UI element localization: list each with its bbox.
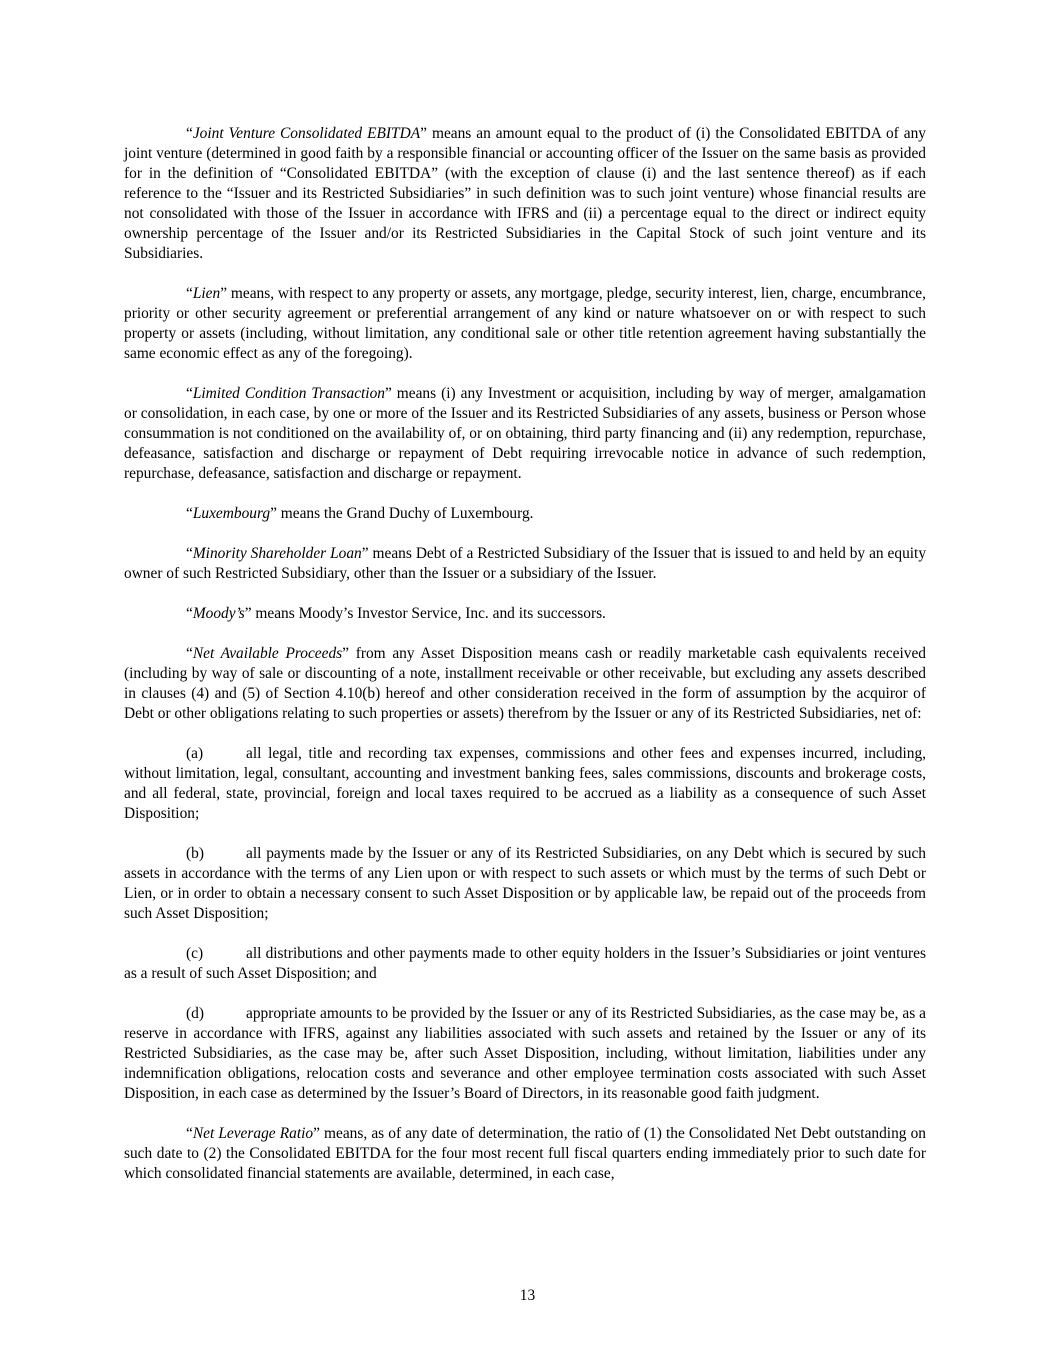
definition-text: means, as of any date of determination, the ratio of (1) the Consolidated Net Debt outstanding on such date to (2) the Consolidated EBITDA for the four most recent full fiscal quarters ending immediately prior to such date for which consolidated financial statements are available, determined, in each case,: [124, 1125, 926, 1182]
open-quote: “: [186, 545, 193, 562]
close-quote: ”: [361, 545, 369, 562]
defined-term: Minority Shareholder Loan: [192, 545, 362, 562]
definition-text: means (i) any Investment or acquisition, including by way of merger, amalgamation or consolidation, in each case, by one or more of the Issuer and its Restricted Subsidiaries of any assets, business or Person whose consummation is not conditioned on the availability of, or on obtaining, third party financing and (ii) any redemption, repurchase, defeasance, satisfaction and discharge or repayment of Debt requiring irrevocable notice in advance of such redemption, repurchase, defeasance, satisfaction and discharge or repayment.: [124, 385, 927, 482]
definition-text: means Moody’s Investor Service, Inc. and its successors.: [251, 605, 606, 622]
definition-net-leverage-ratio: [124, 1124, 926, 1184]
close-quote: ”: [420, 125, 427, 142]
clause-c: [124, 944, 926, 984]
clause-label: (b): [186, 845, 204, 862]
definition-joint-venture-consolidated-ebitda: [124, 124, 926, 264]
close-quote: ”: [384, 385, 392, 402]
clause-label: (c): [186, 945, 204, 962]
open-quote: “: [186, 1125, 193, 1142]
definition-text: from any Asset Disposition means cash or readily marketable cash equivalents received (including by way of sale or discounting of a note, installment receivable or other receivable, but excluding any assets described in clauses (4) and (5) of Section 4.10(b) hereof and other consideration received in the form of assumption by the acquiror of Debt or other obligations relating to such properties or assets) therefrom by the Issuer or any of its Restricted Subsidiaries, net of:: [124, 645, 926, 722]
open-quote: “: [186, 125, 193, 142]
clause-b: [124, 844, 926, 924]
close-quote: ”: [270, 505, 277, 522]
definition-minority-shareholder-loan: [124, 544, 926, 584]
definition-luxembourg: [124, 504, 926, 524]
definition-limited-condition-transaction: [124, 384, 926, 484]
defined-term: Joint Venture Consolidated EBITDA: [192, 125, 421, 142]
definition-net-available-proceeds: [124, 644, 926, 724]
definition-moodys: [124, 604, 926, 624]
close-quote: ”: [244, 605, 252, 622]
page-number: 13: [519, 1287, 536, 1304]
clause-label: (a): [186, 745, 204, 762]
clause-a: [124, 744, 926, 824]
definition-text: means Debt of a Restricted Subsidiary of the Issuer that is issued to and held by an equity owner of such Restricted Subsidiary, other than the Issuer or a subsidiary of the Issuer.: [124, 545, 927, 582]
document-body: [124, 124, 926, 1204]
close-quote: ”: [220, 285, 228, 302]
defined-term: Luxembourg: [192, 505, 271, 522]
clause-text: all distributions and other payments made to other equity holders in the Issuer’s Subsidiaries or joint ventures as a result of such Asset Disposition; and: [124, 945, 926, 982]
open-quote: “: [186, 285, 193, 302]
open-quote: “: [186, 605, 193, 622]
close-quote: ”: [342, 645, 349, 662]
defined-term: Net Leverage Ratio: [192, 1125, 314, 1142]
clause-text: appropriate amounts to be provided by the Issuer or any of its Restricted Subsidiaries, as the case may be, as a reserve in accordance with IFRS, against any liabilities associated with such assets and retained by the Issuer or any of its Restricted Subsidiaries, as the case may be, after such Asset Disposition, including, without limitation, liabilities under any indemnification obligations, relocation costs and severance and other employee termination costs associated with such Asset Disposition, in each case as determined by the Issuer’s Board of Directors, in its reasonable good faith judgment.: [124, 1005, 926, 1102]
clause-label: (d): [186, 1005, 204, 1022]
clause-d: [124, 1004, 926, 1104]
defined-term: Net Available Proceeds: [192, 645, 343, 662]
defined-term: Lien: [192, 285, 221, 302]
defined-term: Moody’s: [192, 605, 245, 622]
close-quote: ”: [313, 1125, 320, 1142]
open-quote: “: [186, 645, 193, 662]
clause-text: all payments made by the Issuer or any of its Restricted Subsidiaries, on any Debt which is secured by such assets in accordance with the terms of any Lien upon or with respect to such assets or which must by the terms of such Debt or Lien, or in order to obtain a necessary consent to such Asset Disposition or by applicable law, be repaid out of the proceeds from such Asset Disposition;: [124, 845, 926, 922]
definition-text: means the Grand Duchy of Luxembourg.: [276, 505, 534, 522]
defined-term: Limited Condition Transaction: [192, 385, 385, 402]
open-quote: “: [186, 385, 193, 402]
clause-text: all legal, title and recording tax expenses, commissions and other fees and expenses incurred, including, without limitation, legal, consultant, accounting and investment banking fees, sales commissions, discounts and brokerage costs, and all federal, state, provincial, foreign and local taxes required to be accrued as a liability as a consequence of such Asset Disposition;: [124, 745, 926, 822]
definition-lien: [124, 284, 926, 364]
open-quote: “: [186, 505, 193, 522]
definition-text: means an amount equal to the product of (i) the Consolidated EBITDA of any joint venture (determined in good faith by a responsible financial or accounting officer of the Issuer on the same basis as provided for in the definition of “Consolidated EBITDA” (with the exception of clause (i) and the last sentence thereof) as if each reference to the “Issuer and its Restricted Subsidiaries” in such definition was to such joint venture) whose financial results are not consolidated with those of the Issuer in accordance with IFRS and (ii) a percentage equal to the direct or indirect equity ownership percentage of the Issuer and/or its Restricted Subsidiaries in the Capital Stock of such joint venture and its Subsidiaries.: [124, 125, 926, 262]
definition-text: means, with respect to any property or assets, any mortgage, pledge, security interest, lien, charge, encumbrance, priority or other security agreement or preferential arrangement of any kind or nature whatsoever on or with respect to such property or assets (including, without limitation, any conditional sale or other title retention agreement having substantially the same economic effect as any of the foregoing).: [124, 285, 926, 362]
